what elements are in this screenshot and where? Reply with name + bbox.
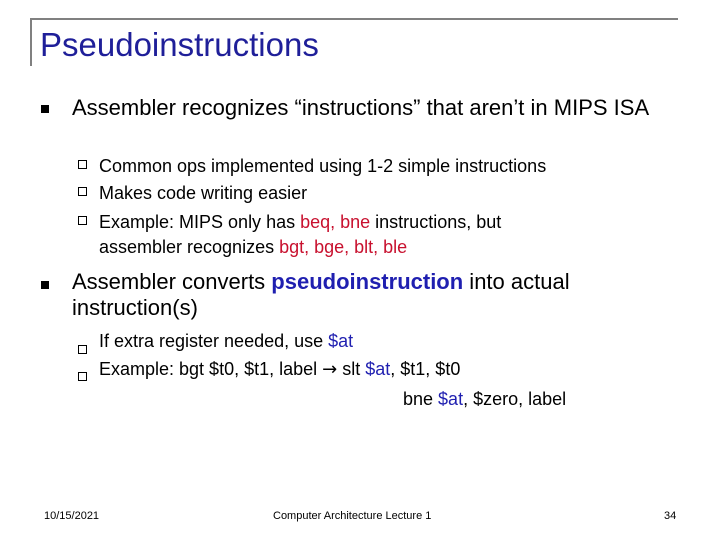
text-span: Example: bgt $t0, $t1, label xyxy=(99,359,323,379)
text-span: , $zero, label xyxy=(463,389,567,409)
text-span: into actual instruction(s) xyxy=(72,269,570,320)
level2-bullet-icon xyxy=(78,160,87,169)
text-span: assembler recognizes xyxy=(99,237,280,257)
slide-title: Pseudoinstructions xyxy=(40,26,319,63)
subbullet-example-beq-bne xyxy=(99,211,659,258)
highlight-beq-bne: beq, bne xyxy=(300,212,371,232)
footer-course-title: Computer Architecture Lecture 1 xyxy=(273,510,432,522)
text-span: Assembler converts xyxy=(72,269,272,294)
title-frame-top-border xyxy=(30,18,678,20)
highlight-pseudoinstruction: pseudoinstruction xyxy=(271,269,464,294)
highlight-at-register: $at xyxy=(438,389,464,409)
level2-bullet-icon xyxy=(78,187,87,196)
subbullet-example-bne-continuation xyxy=(403,388,703,410)
highlight-at-register: $at xyxy=(328,331,354,351)
right-arrow-icon: → xyxy=(322,359,338,380)
text-span: bne xyxy=(403,389,439,409)
level2-bullet-icon xyxy=(78,372,87,381)
text-span: If extra register needed, use xyxy=(99,331,329,351)
bullet-assembler-converts xyxy=(72,269,692,321)
title-frame-left-border xyxy=(30,18,32,66)
subbullet-example-bgt xyxy=(99,358,659,381)
bullet-assembler-recognizes: Assembler recognizes “instructions” that aren’t in MIPS ISA xyxy=(72,95,650,120)
level1-bullet-icon xyxy=(41,281,49,289)
text-span: slt xyxy=(337,359,366,379)
highlight-at-register: $at xyxy=(365,359,391,379)
highlight-bgt-bge-blt-ble: bgt, bge, blt, ble xyxy=(279,237,408,257)
footer-page-number: 34 xyxy=(664,510,677,522)
level2-bullet-icon xyxy=(78,216,87,225)
text-span: instructions, but xyxy=(370,212,502,232)
text-span: , $t1, $t0 xyxy=(390,359,461,379)
level1-bullet-icon xyxy=(41,105,49,113)
footer-date: 10/15/2021 xyxy=(44,510,100,522)
level2-bullet-icon xyxy=(78,345,87,354)
subbullet-common-ops: Common ops implemented using 1-2 simple instructions xyxy=(99,156,547,176)
subbullet-extra-register xyxy=(99,330,659,352)
subbullet-makes-code-easier: Makes code writing easier xyxy=(99,183,308,203)
text-span: Example: MIPS only has xyxy=(99,212,301,232)
